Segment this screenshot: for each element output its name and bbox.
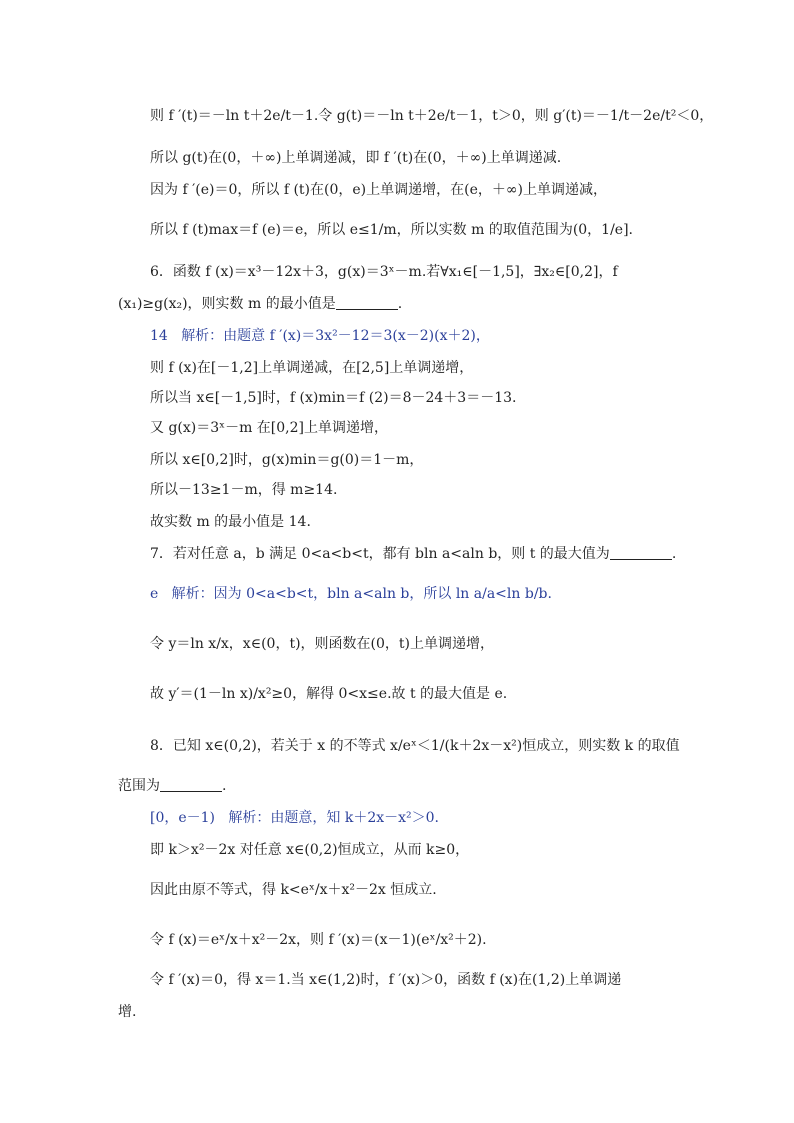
answer-value: e xyxy=(150,586,159,602)
question-8-text: 范围为 xyxy=(118,778,160,794)
text-line-23: 即 k＞x²－2x 对任意 x∈(0,2)恒成立，从而 k≥0， xyxy=(150,842,470,858)
answer-blank xyxy=(610,545,672,560)
answer-value: 14 xyxy=(150,328,168,344)
answer-blank xyxy=(160,777,222,792)
answer-7-line xyxy=(150,584,552,604)
text-line-18: 故 y′＝(1－ln x)/x²≥0，解得 0<x≤e.故 t 的最大值是 e. xyxy=(150,686,508,702)
question-6-text: (x₁)≥g(x₂)，则实数 m 的最小值是 xyxy=(118,296,336,312)
question-8-line-2: 范围为 . xyxy=(118,778,227,794)
analysis-text: 解析：由题意 f ′(x)＝3x²－12＝3(x－2)(x＋2)， xyxy=(181,328,490,344)
text-line-14: 故实数 m 的最小值是 14. xyxy=(150,514,311,530)
text-line-24: 因此由原不等式，得 k<eˣ/x＋x²－2x 恒成立. xyxy=(150,882,437,898)
analysis-text: 解析：由题意，知 k＋2x－x²＞0. xyxy=(228,810,439,826)
text-line-10: 所以当 x∈[－1,5]时，f (x)min＝f (2)＝8－24＋3＝－13. xyxy=(150,390,517,406)
text-line-9: 则 f (x)在[－1,2]上单调递减，在[2,5]上单调递增， xyxy=(150,360,474,376)
answer-8-line xyxy=(150,808,439,828)
question-7-text: 7．若对任意 a，b 满足 0<a<b<t，都有 bln a<aln b，则 t 的最大值为 xyxy=(150,546,610,562)
answer-value: [0，e－1) xyxy=(150,810,216,826)
text-line-1: 则 f ′(t)＝－ln t＋2e/t－1.令 g(t)＝－ln t＋2e/t－1，t＞0，则 g′(t)＝－1/t－2e/t²＜0， xyxy=(150,108,714,124)
analysis-text: 解析：因为 0<a<b<t，bln a<aln b，所以 ln a/a<ln b/b. xyxy=(171,586,552,602)
text-line-3: 因为 f ′(e)＝0，所以 f (t)在(0，e)上单调递增，在(e，＋∞)上单调递减， xyxy=(150,182,607,198)
text-line-12: 所以 x∈[0,2]时，g(x)min＝g(0)＝1－m， xyxy=(150,452,424,468)
question-6-line-2: (x₁)≥g(x₂)，则实数 m 的最小值是 . xyxy=(118,296,403,312)
question-8-line-1: 8．已知 x∈(0,2)，若关于 x 的不等式 x/eˣ＜1/(k＋2x－x²)恒成立，则实数 k 的取值 xyxy=(150,738,680,754)
text-line-27: 增. xyxy=(118,1004,137,1020)
text-line-25: 令 f (x)＝eˣ/x＋x²－2x，则 f ′(x)＝(x－1)(eˣ/x²＋2). xyxy=(150,932,487,948)
text-line-13: 所以－13≥1－m，得 m≥14. xyxy=(150,482,338,498)
text-line-4: 所以 f (t)max＝f (e)＝e，所以 e≤1/m，所以实数 m 的取值范围为(0，1/e]. xyxy=(150,222,634,238)
question-7-line: 7．若对任意 a，b 满足 0<a<b<t，都有 bln a<aln b，则 t 的最大值为 . xyxy=(150,546,677,562)
text-line-11: 又 g(x)＝3ˣ－m 在[0,2]上单调递增， xyxy=(150,420,388,436)
answer-6-line xyxy=(150,326,490,346)
text-line-2: 所以 g(t)在(0，＋∞)上单调递减，即 f ′(t)在(0，＋∞)上单调递减. xyxy=(150,150,562,166)
text-line-26: 令 f ′(x)＝0，得 x＝1.当 x∈(1,2)时，f ′(x)＞0，函数 f (x)在(1,2)上单调递 xyxy=(150,972,622,988)
question-6-line-1: 6．函数 f (x)＝x³－12x＋3，g(x)＝3ˣ－m.若∀x₁∈[－1,5]，∃x₂∈[0,2]，f xyxy=(150,264,618,280)
text-line-17: 令 y＝ln x/x，x∈(0，t)，则函数在(0，t)上单调递增， xyxy=(150,636,494,652)
answer-blank xyxy=(336,295,398,310)
